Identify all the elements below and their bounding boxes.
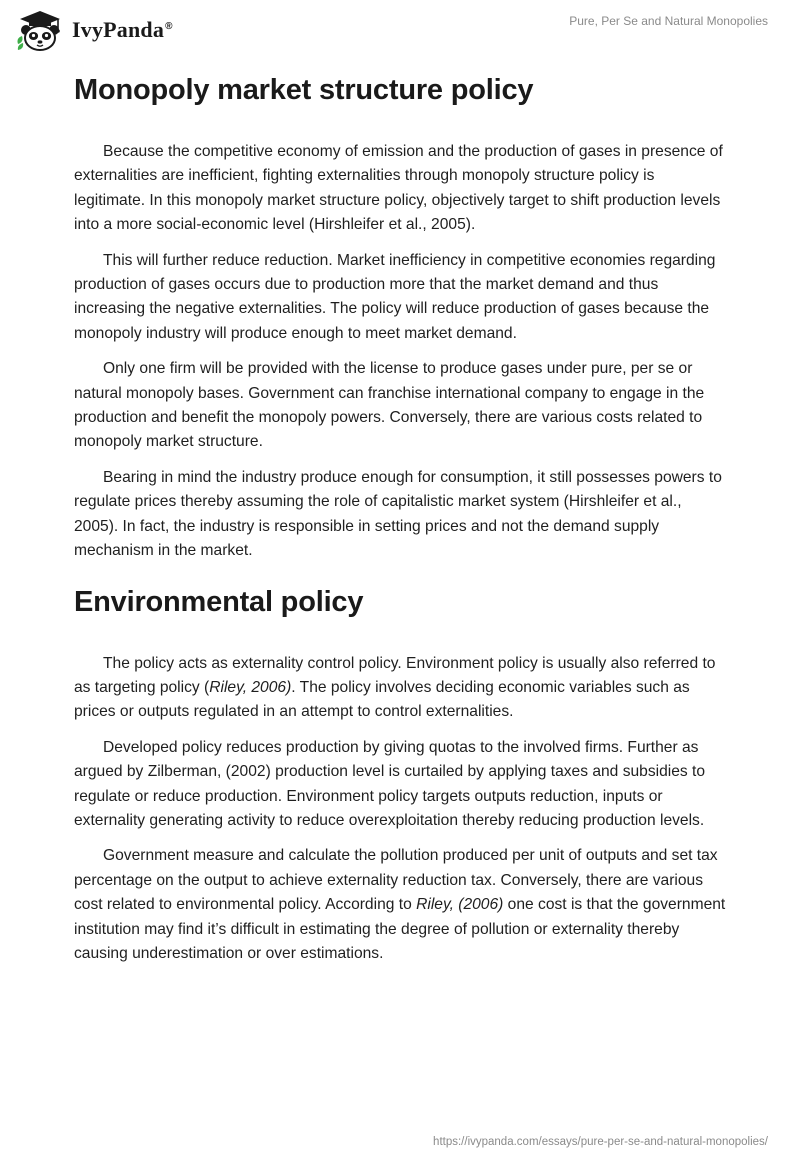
paragraph-text: This will further reduce reduction. Market inefficiency in competitive economies regarding production of gases occurs due to production more that the market demand and thus increasing the negative externalities. The policy will reduce production of gases because the monopoly industry will produce enough to meet market demand.: [74, 251, 716, 342]
paragraph: [74, 249, 726, 347]
paragraph-text: Only one firm will be provided with the license to produce gases under pure, per se or natural monopoly bases. Government can franchise international company to engage in the production and benefit the monopoly powers. Conversely, there are various costs related to monopoly market structure.: [74, 360, 705, 451]
paragraph-text: Developed policy reduces production by giving quotas to the involved firms. Further as argued by Zilberman, (2002) production level is curtailed by applying taxes and subsidies to regulate or reduce production. Environment policy targets outputs reduction, inputs or externality generating activity to reduce overexploitation thereby reducing production levels.: [74, 738, 706, 829]
paragraph: [74, 140, 726, 238]
citation: Riley, (2006): [416, 896, 504, 914]
page-header: [0, 0, 800, 66]
paragraph: [74, 844, 726, 966]
paragraph-text: The policy acts as externality control policy. Environment policy is usually also referred to as targeting policy (: [74, 654, 716, 696]
paragraph: [74, 466, 726, 564]
brand-name: IvyPanda®: [72, 17, 173, 42]
paragraph-text: Bearing in mind the industry produce enough for consumption, it still possesses powers to regulate prices thereby assuming the role of capitalistic market system (Hirshleifer et al., 2005). In fact, the industry is responsible in setting prices and not the demand supply mechanism in the market.: [74, 468, 722, 560]
paragraph-text: Government measure and calculate the pollution produced per unit of outputs and set tax percentage on the output to achieve externality reduction tax. Conversely, there are various cost related to environmental policy. According to: [74, 847, 718, 914]
paragraph: [74, 357, 726, 455]
panda-graduate-icon: [14, 8, 66, 52]
section-heading: Environmental policy: [74, 585, 364, 618]
paragraph-text: Because the competitive economy of emission and the production of gases in presence of externalities are inefficient, fighting externalities through monopoly structure policy is legitimate. In this monopoly market structure policy, objectively target to shift production levels into a more social-economic level (Hirshleifer et al., 2005).: [74, 143, 723, 234]
paragraph-text: one cost is that the government institution may find it’s difficult in estimating the degree of pollution or externality thereby causing underestimation or over estimations.: [74, 896, 726, 962]
essay-content: [74, 70, 726, 977]
citation: Riley, 2006): [209, 678, 292, 696]
paragraph-text: . The policy involves deciding economic variables such as prices or outputs regulated in an attempt to control externalities.: [74, 678, 690, 721]
logo[interactable]: [14, 8, 173, 52]
footer-url[interactable]: https://ivypanda.com/essays/pure-per-se-and-natural-monopolies/: [433, 1136, 768, 1148]
section-heading: Monopoly market structure policy: [74, 74, 534, 106]
paragraph: [74, 736, 726, 834]
document-title: Pure, Per Se and Natural Monopolies: [569, 14, 768, 28]
paragraph: [74, 652, 726, 725]
